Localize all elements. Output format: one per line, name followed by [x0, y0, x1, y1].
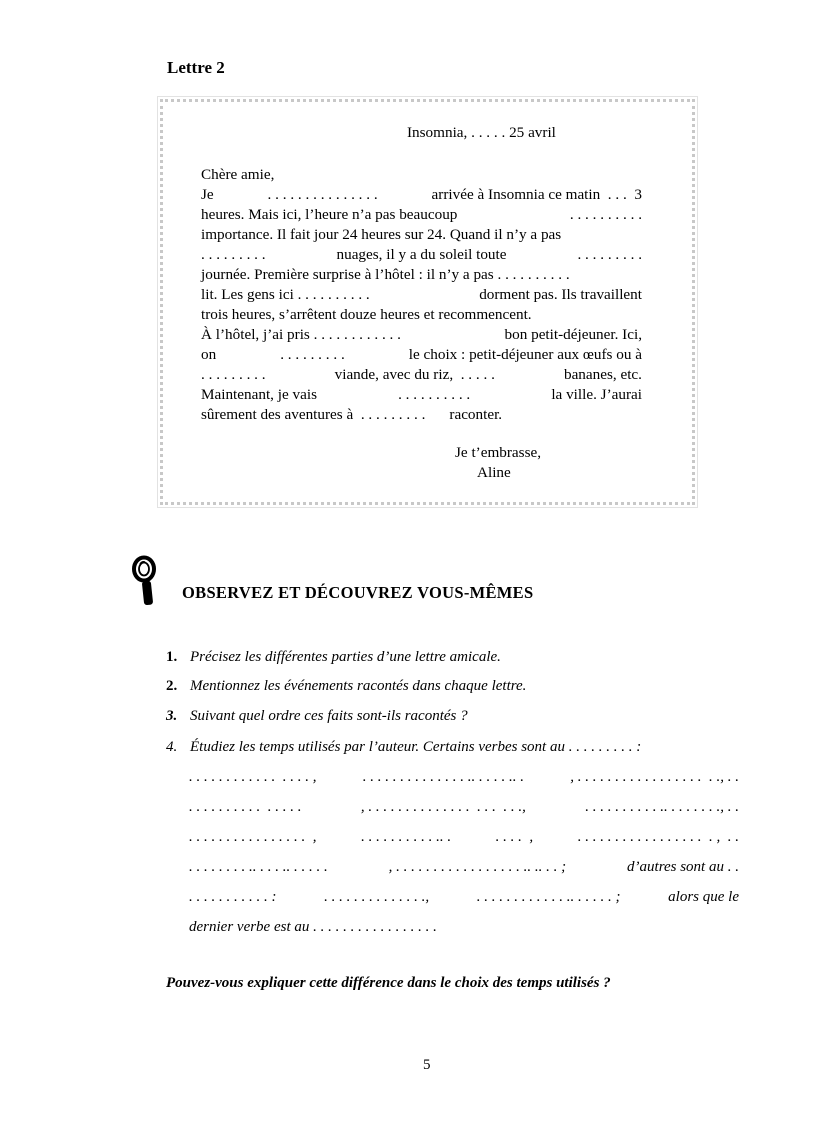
page-title: Lettre 2 — [167, 58, 225, 77]
answer-line: . . . . . . . . . . . . . . . , . . . . . . . . . . . . . . . . . . . ., . . . . . . . . . . .. . . . . . . ., . . — [189, 799, 739, 815]
question-4: 4. Étudiez les temps utilisés par l’auteur. Certains verbes sont au . . . . . . . . . : — [166, 739, 642, 755]
letter-date: Insomnia, . . . . . 25 avril — [407, 124, 556, 141]
answer-line: . . . . . . . . . . . : . . . . . . . . . . . . . ., . . . . . . . . . . . . .. . . . . . ; alors que le — [189, 889, 739, 905]
letter-line: trois heures, s’arrêtent douze heures et recommencent. — [201, 306, 532, 323]
section-title: OBSERVEZ ET DÉCOUVREZ VOUS-MÊMES — [182, 583, 534, 602]
answer-line: dernier verbe est au . . . . . . . . . . . . . . . . . — [189, 919, 437, 935]
magnifying-glass-icon — [130, 555, 162, 610]
letter-signature: Aline — [477, 464, 511, 481]
question-3: 3. Suivant quel ordre ces faits sont-ils racontés ? — [166, 708, 468, 724]
letter-line: . . . . . . . . . nuages, il y a du soleil toute . . . . . . . . . — [201, 246, 642, 263]
letter-line: lit. Les gens ici . . . . . . . . . . dorment pas. Ils travaillent — [201, 286, 642, 303]
final-question: Pouvez-vous expliquer cette différence dans le choix des temps utilisés ? — [166, 975, 611, 991]
letter-line: heures. Mais ici, l’heure n’a pas beaucoup . . . . . . . . . . — [201, 206, 642, 223]
question-2: 2. Mentionnez les événements racontés dans chaque lettre. — [166, 678, 527, 694]
question-1: 1. Précisez les différentes parties d’une lettre amicale. — [166, 649, 501, 665]
letter-line: À l’hôtel, j’ai pris . . . . . . . . . . . . bon petit-déjeuner. Ici, — [201, 326, 642, 343]
letter-line: journée. Première surprise à l’hôtel : il n’y a pas . . . . . . . . . . — [201, 266, 570, 283]
letter-body — [201, 165, 642, 425]
page-number: 5 — [423, 1057, 431, 1073]
letter-line: sûrement des aventures à . . . . . . . . . raconter. — [201, 406, 503, 423]
answer-line: . . . . . . . . .. . . . .. . . . . . , . . . . . . . . . . . . . . . . . .. .. . . ; d’autres sont au . . — [189, 859, 739, 875]
letter-line: on . . . . . . . . . le choix : petit-déjeuner aux œufs ou à — [201, 346, 642, 363]
letter-line: Je . . . . . . . . . . . . . . . arrivée à Insomnia ce matin . . . 3 — [201, 186, 642, 203]
letter-greeting: Chère amie, — [201, 166, 275, 183]
letter-closing: Je t’embrasse, — [455, 444, 542, 461]
answer-line: . . . . . . . . . . . . . . . . , . . . . . . . . . . . . . . .. . . . . .. . , . . . . . . . . . . . . . . . . . . ., . . — [189, 769, 739, 785]
letter-line: importance. Il fait jour 24 heures sur 24. Quand il n’y a pas — [201, 226, 562, 243]
answer-line: . . . . . . . . . . . . . . . . , . . . . . . . . . . .. . . . . . , . . . . . . . . . . . . . . . . . . , . . — [189, 829, 739, 845]
letter-line: Maintenant, je vais . . . . . . . . . . la ville. J’aurai — [201, 386, 642, 403]
letter-signoff — [455, 443, 541, 483]
letter-line: . . . . . . . . . viande, avec du riz, . . . . . bananes, etc. — [201, 366, 642, 383]
